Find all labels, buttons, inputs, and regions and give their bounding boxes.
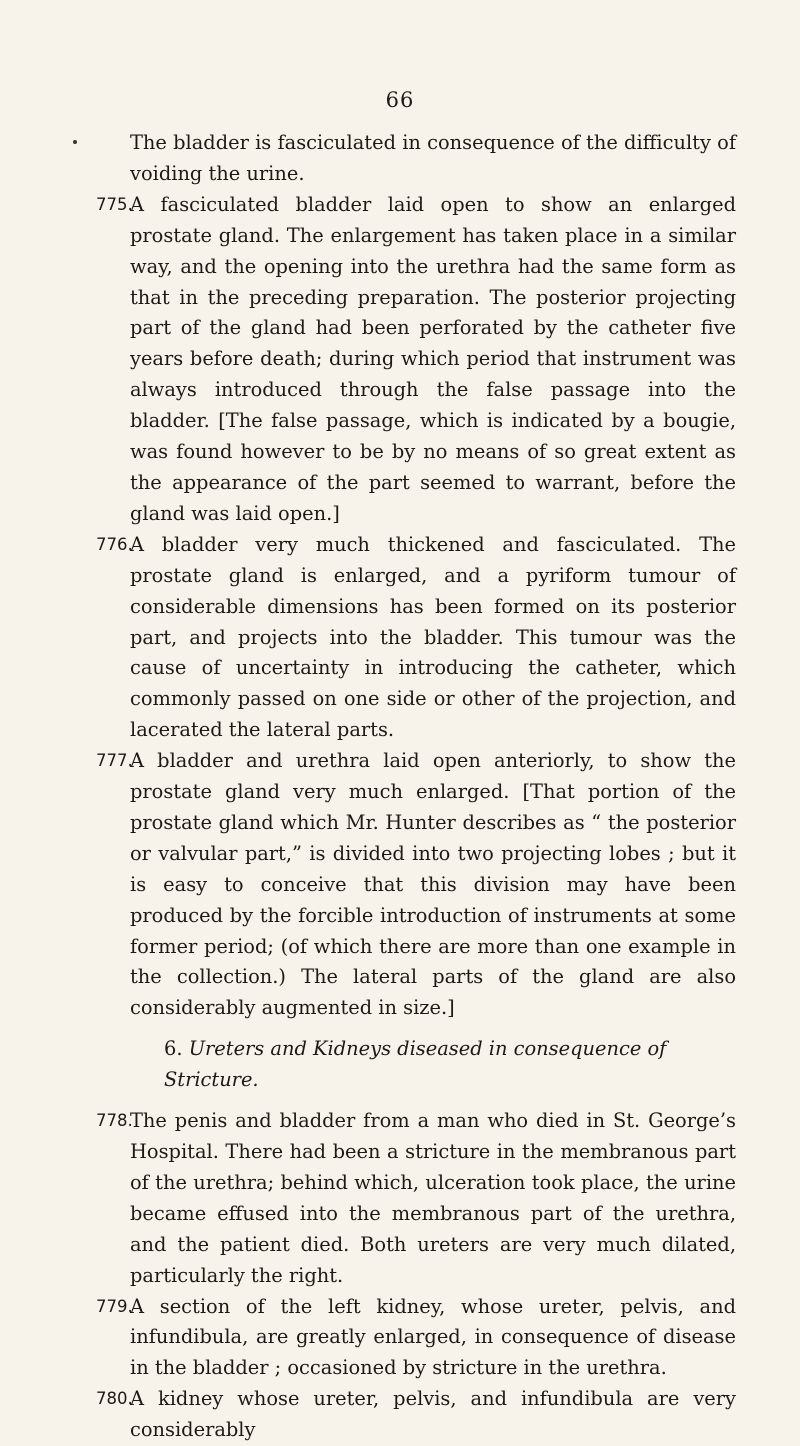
paragraph-775	[96, 190, 736, 530]
paragraph-780	[96, 1384, 736, 1446]
paragraph-number: 775.	[96, 194, 133, 214]
section-title: Ureters and Kidneys diseased in consequence of Stricture.	[164, 1037, 667, 1092]
paragraph-778	[96, 1106, 736, 1291]
paragraph-text: The bladder is fasciculated in consequence of the difficulty of voiding the urine.	[130, 131, 736, 185]
paragraph-number: 779.	[96, 1296, 133, 1316]
paragraph-number: 778.	[96, 1111, 133, 1131]
paragraph-text: A bladder and urethra laid open anteriorly, to show the prostate gland very much enlarged. [That portion of the prostate gland which Mr. Hunter describes as “ the posterior or valvular part,” is divided into two projecting lobes ; but it is easy to conceive that this division may have been produced by the forcible introduction of instruments at some former period; (of which there are more than one example in the collection.) The lateral parts of the gland are also considerably augmented in size.]	[130, 749, 736, 1020]
paragraph-text: A kidney whose ureter, pelvis, and infundibula are very considerably	[130, 1387, 736, 1442]
margin-dot	[73, 140, 77, 144]
page-number: 66	[385, 88, 415, 112]
section-number: 6.	[164, 1037, 183, 1061]
paragraph-text: A bladder very much thickened and fasciculated. The prostate gland is enlarged, and a pyriform tumour of considerable dimensions has been formed on its posterior part, and projects into the bladder. This tumour was the cause of uncertainty in introducing the catheter, which commonly passed on one side or other of the projection, and lacerated the lateral parts.	[130, 532, 736, 742]
paragraph-text: The penis and bladder from a man who died in St. George’s Hospital. There had been a stricture in the membranous part of the urethra; behind which, ulceration took place, the urine became effused into the membranous part of the urethra, and the patient died. Both ureters are very much dilated, particularly the right.	[130, 1109, 736, 1287]
paragraph-text: A fasciculated bladder laid open to show an enlarged prostate gland. The enlargement has taken place in a similar way, and the opening into the urethra had the same form as that in the preceding preparation. The posterior projecting part of the gland had been perforated by the catheter five years before death; during which period that instrument was always introduced through the false passage into the bladder. [The false passage, which is indicated by a bougie, was found however to be by no means of so great extent as the appearance of the part seemed to warrant, before the gland was laid open.]	[130, 192, 736, 525]
page-body	[96, 128, 736, 1446]
paragraph-continuation	[96, 128, 736, 190]
paragraph-777	[96, 746, 736, 1024]
paragraph-number: 776.	[96, 534, 133, 554]
paragraph-number: 780.	[96, 1389, 133, 1409]
paragraph-779	[96, 1292, 736, 1385]
paragraph-number: 777.	[96, 751, 133, 771]
paragraph-text: A section of the left kidney, whose ureter, pelvis, and infundibula, are greatly enlarged, in consequence of disease in the bladder ; occasioned by stricture in the urethra.	[130, 1294, 736, 1380]
section-heading	[96, 1034, 736, 1096]
paragraph-776	[96, 530, 736, 746]
